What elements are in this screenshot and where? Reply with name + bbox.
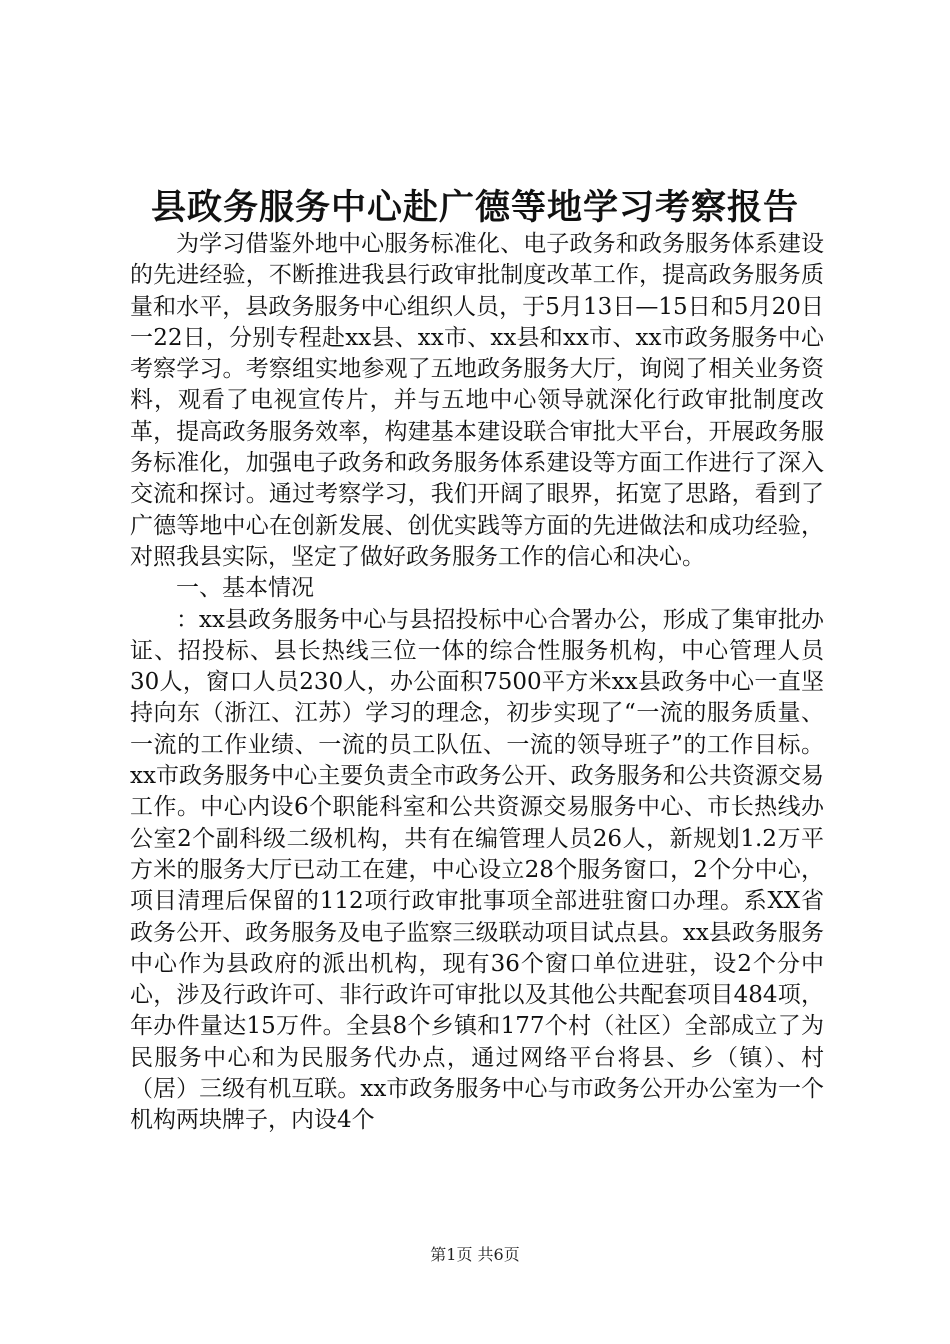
page-footer: 第1页 共6页 <box>430 1245 520 1264</box>
paragraph-basic-situation: ：xx县政务服务中心与县招投标中心合署办公，形成了集审批办证、招投标、县长热线三位一体的综合性服务机构，中心管理人员30人，窗口人员230人，办公面积7500平方米xx县政务中心一直坚持向东（浙江、江苏）学习的理念，初步实现了“一流的服务质量、一流的工作业绩、一流的员工队伍、一流的领导班子”的工作目标。xx市政务服务中心主要负责全市政务公开、政务服务和公共资源交易工作。中心内设6个职能科室和公共资源交易服务中心、市长热线办公室2个副科级二级机构，共有在编管理人员26人，新规划1.2万平方米的服务大厅已动工在建，中心设立28个服务窗口，2个分中心，项目清理后保留的112项行政审批事项全部进驻窗口办理。系XX省政务公开、政务服务及电子监察三级联动项目试点县。xx县政务服务中心作为县政府的派出机构，现有36个窗口单位进驻，设2个分中心，涉及行政许可、非行政许可审批以及其他公共配套项目484项，年办件量达15万件。全县8个乡镇和177个村（社区）全部成立了为民服务中心和为民服务代办点，通过网络平台将县、乡（镇）、村（居）三级有机互联。xx市政务服务中心与市政务公开办公室为一个机构两块牌子，内设4个 <box>130 606 824 1134</box>
document-body <box>130 229 824 1137</box>
section-heading-basic-situation: 一、基本情况 <box>176 575 314 602</box>
document-title: 县政务服务中心赴广德等地学习考察报告 <box>150 188 799 228</box>
paragraph-intro: 为学习借鉴外地中心服务标准化、电子政务和政务服务体系建设的先进经验，不断推进我县行政审批制度改革工作，提高政务服务质量和水平，县政务服务中心组织人员，于5月13日—15日和5月20日一22日，分别专程赴xx县、xx市、xx县和xx市、xx市政务服务中心考察学习。考察组实地参观了五地政务服务大厅，询阅了相关业务资料，观看了电视宣传片，并与五地中心领导就深化行政审批制度改革，提高政务服务效率，构建基本建设联合审批大平台，开展政务服务标准化，加强电子政务和政务服务体系建设等方面工作进行了深入交流和探讨。通过考察学习，我们开阔了眼界，拓宽了思路，看到了广德等地中心在创新发展、创优实践等方面的先进做法和成功经验，对照我县实际，坚定了做好政务服务工作的信心和决心。 <box>130 231 824 570</box>
